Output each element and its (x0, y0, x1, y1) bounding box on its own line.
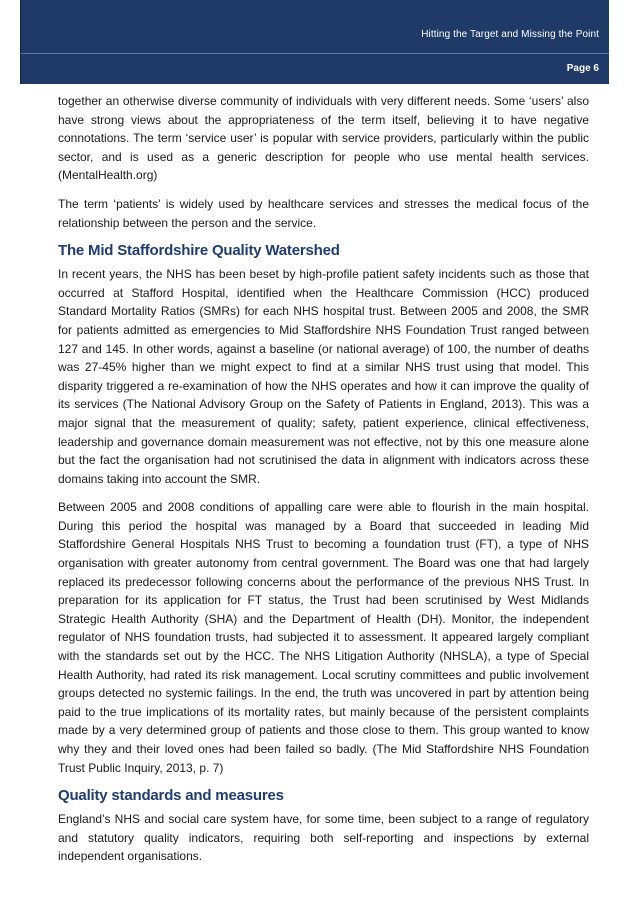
header-bar (20, 0, 609, 84)
page-number: Page 6 (566, 63, 599, 74)
paragraph: England’s NHS and social care system have, for some time, been subject to a range of regulatory and statutory quality indicators, requiring both self-reporting and inspections by external independent organisations. (58, 812, 589, 864)
running-title: Hitting the Target and Missing the Point (421, 29, 599, 40)
section-heading: The Mid Staffordshire Quality Watershed (58, 242, 340, 260)
paragraph: In recent years, the NHS has been beset by high-profile patient safety incidents such as those that occurred at Stafford Hospital, identified when the Healthcare Commission (HCC) produced Standard Mortality Ratios (SMRs) for each NHS hospital trust. Between 2005 and 2008, the SMR for patients admitted as emergencies to Mid Staffordshire NHS Foundation Trust ranged between 127 and 145. In other words, against a baseline (or national average) of 100, the number of deaths was 27-45% higher than we might expect to find at a similar NHS trust using that model. This disparity triggered a re-examination of how the NHS operates and how it can improve the quality of its services (The National Advisory Group on the Safety of Patients in England, 2013). This was a major signal that the measurement of quality; safety, patient experience, clinical effectiveness, leadership and governance domain measurement was not effective, not by this one measure alone but the fact the organisation had not scrutinised the data in alignment with indicators across these domains taking into account the SMR. (58, 267, 589, 486)
paragraph: The term ‘patients’ is widely used by healthcare services and stresses the medical focus of the relationship between the person and the service. (58, 196, 589, 230)
paragraph: together an otherwise diverse community of individuals with very different needs. Some ‘users’ also have strong views about the appropriateness of the term itself, believing it to have negative connotations. The term ‘service user’ is popular with service providers, particularly within the public sector, and is used as a generic description for people who use mental health services. (MentalHealth.org) (58, 94, 589, 183)
section-heading: Quality standards and measures (58, 787, 284, 805)
header-divider (21, 53, 609, 54)
paragraph: Between 2005 and 2008 conditions of appalling care were able to flourish in the main hospital. During this period the hospital was managed by a Board that succeeded in leading Mid Staffordshire General Hospitals NHS Trust to becoming a foundation trust (FT), a type of NHS organisation with greater autonomy from central government. The Board was one that had largely replaced its predecessor following concerns about the performance of the previous NHS Trust. In preparation for its application for FT status, the Trust had been scrutinised by West Midlands Strategic Health Authority (SHA) and the Department of Health (DH). Monitor, the independent regulator of NHS foundation trusts, had subjected it to assessment. It appeared largely compliant with the standards set out by the HCC. The NHS Litigation Authority (NHSLA), a type of Special Health Authority, had rated its risk management. Local scrutiny committees and public involvement groups detected no systemic failings. In the end, the truth was uncovered in part by attention being paid to the true implications of its mortality rates, but mainly because of the persistent complaints made by a very determined group of patients and those close to them. This group wanted to know why they and their loved ones had been failed so badly. (The Mid Staffordshire NHS Foundation Trust Public Inquiry, 2013, p. 7) (58, 500, 589, 775)
document-body (58, 92, 589, 876)
